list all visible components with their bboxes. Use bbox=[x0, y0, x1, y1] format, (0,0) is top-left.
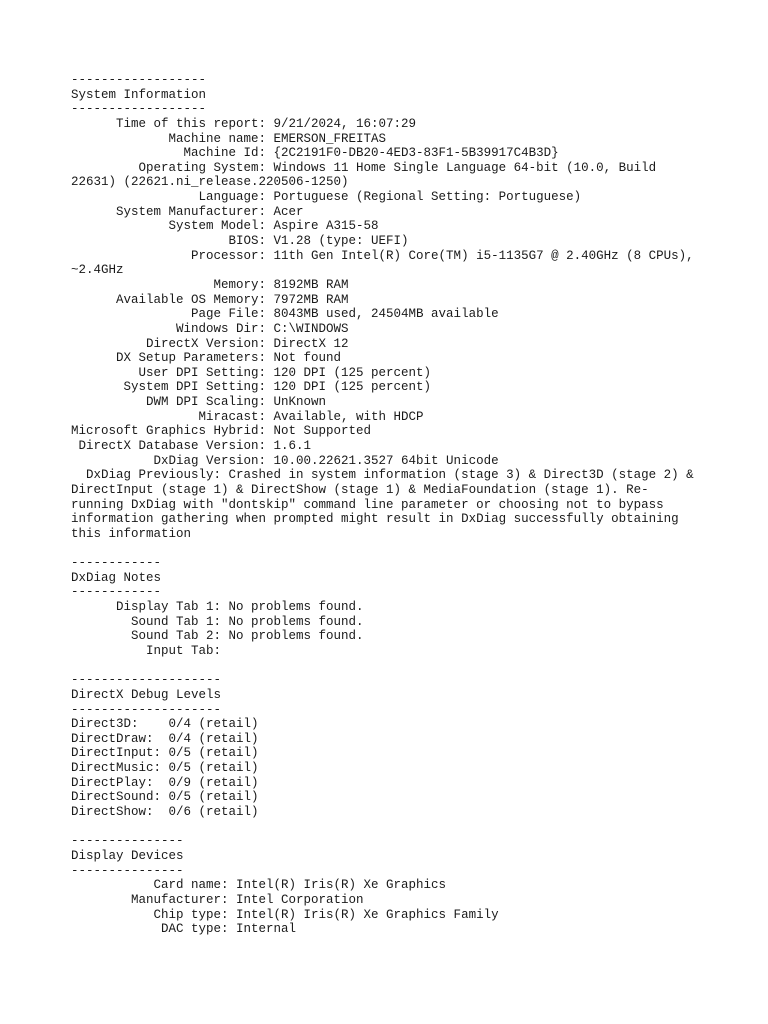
report-line: DirectX Debug Levels bbox=[71, 687, 222, 702]
report-line: User DPI Setting: 120 DPI (125 percent) bbox=[71, 365, 432, 380]
report-line: Display Devices bbox=[71, 848, 184, 863]
report-line: running DxDiag with "dontskip" command line parameter or choosing not to bypass bbox=[71, 497, 664, 512]
report-line: Direct3D: 0/4 (retail) bbox=[71, 717, 259, 732]
report-line: DxDiag Previously: Crashed in system information (stage 3) & Direct3D (stage 2) & bbox=[71, 468, 694, 483]
report-line: Microsoft Graphics Hybrid: Not Supported bbox=[71, 424, 372, 439]
report-line: Chip type: Intel(R) Iris(R) Xe Graphics Family bbox=[71, 907, 499, 922]
report-line: this information bbox=[71, 526, 192, 541]
report-line: ------------------ bbox=[71, 73, 207, 87]
report-line: 22631) (22621.ni_release.220506-1250) bbox=[71, 175, 349, 190]
report-line: Page File: 8043MB used, 24504MB available bbox=[71, 307, 499, 322]
report-line: DX Setup Parameters: Not found bbox=[71, 351, 342, 366]
report-line: System Information bbox=[71, 87, 207, 102]
report-line: --------------- bbox=[71, 863, 184, 878]
report-line bbox=[71, 820, 731, 835]
report-line: DirectX Database Version: 1.6.1 bbox=[71, 439, 312, 454]
report-line: Machine Id: {2C2191F0-DB20-4ED3-83F1-5B39917C4B3D} bbox=[71, 146, 559, 161]
report-line bbox=[71, 542, 731, 557]
report-line: Sound Tab 2: No problems found. bbox=[71, 629, 364, 644]
report-line: -------------------- bbox=[71, 702, 222, 717]
report-line: --------------- bbox=[71, 834, 184, 849]
report-line: Processor: 11th Gen Intel(R) Core(TM) i5-1135G7 @ 2.40GHz (8 CPUs), bbox=[71, 248, 694, 263]
report-line: Miracast: Available, with HDCP bbox=[71, 409, 424, 424]
report-line: DxDiag Version: 10.00.22621.3527 64bit Unicode bbox=[71, 453, 499, 468]
report-line: DAC type: Internal bbox=[71, 922, 297, 937]
report-line: DirectMusic: 0/5 (retail) bbox=[71, 761, 259, 776]
report-line: DirectDraw: 0/4 (retail) bbox=[71, 731, 259, 746]
report-line: Input Tab: bbox=[71, 643, 222, 658]
report-line: System Model: Aspire A315-58 bbox=[71, 219, 379, 234]
report-line: -------------------- bbox=[71, 673, 222, 688]
report-line: DirectX Version: DirectX 12 bbox=[71, 336, 349, 351]
report-line: ------------ bbox=[71, 585, 162, 600]
report-line: System DPI Setting: 120 DPI (125 percent) bbox=[71, 380, 432, 395]
report-line: Sound Tab 1: No problems found. bbox=[71, 614, 364, 629]
report-line: Windows Dir: C:\WINDOWS bbox=[71, 321, 349, 336]
report-line: Machine name: EMERSON_FREITAS bbox=[71, 131, 387, 146]
report-line: Available OS Memory: 7972MB RAM bbox=[71, 292, 349, 307]
report-line: Operating System: Windows 11 Home Single Language 64-bit (10.0, Build bbox=[71, 160, 657, 175]
report-line: DirectShow: 0/6 (retail) bbox=[71, 805, 259, 820]
report-line: DirectInput (stage 1) & DirectShow (stage 1) & MediaFoundation (stage 1). Re- bbox=[71, 482, 649, 497]
report-line: Display Tab 1: No problems found. bbox=[71, 600, 364, 615]
report-line: Memory: 8192MB RAM bbox=[71, 277, 349, 292]
report-line: DirectInput: 0/5 (retail) bbox=[71, 746, 259, 761]
report-line: DWM DPI Scaling: UnKnown bbox=[71, 395, 327, 410]
report-line: DirectPlay: 0/9 (retail) bbox=[71, 775, 259, 790]
report-line: information gathering when prompted might result in DxDiag successfully obtaining bbox=[71, 512, 679, 527]
report-line: DxDiag Notes bbox=[71, 570, 162, 585]
report-line: ------------ bbox=[71, 556, 162, 571]
report-line: Card name: Intel(R) Iris(R) Xe Graphics bbox=[71, 878, 447, 893]
report-line: BIOS: V1.28 (type: UEFI) bbox=[71, 234, 409, 249]
report-line: ~2.4GHz bbox=[71, 263, 124, 278]
report-line: Time of this report: 9/21/2024, 16:07:29 bbox=[71, 116, 417, 131]
report-line: ------------------ bbox=[71, 102, 207, 117]
dxdiag-report-text bbox=[71, 73, 731, 937]
report-line: System Manufacturer: Acer bbox=[71, 204, 304, 219]
report-line bbox=[71, 659, 731, 674]
report-line: Language: Portuguese (Regional Setting: Portuguese) bbox=[71, 190, 582, 205]
report-line: DirectSound: 0/5 (retail) bbox=[71, 790, 259, 805]
report-line: Manufacturer: Intel Corporation bbox=[71, 892, 364, 907]
